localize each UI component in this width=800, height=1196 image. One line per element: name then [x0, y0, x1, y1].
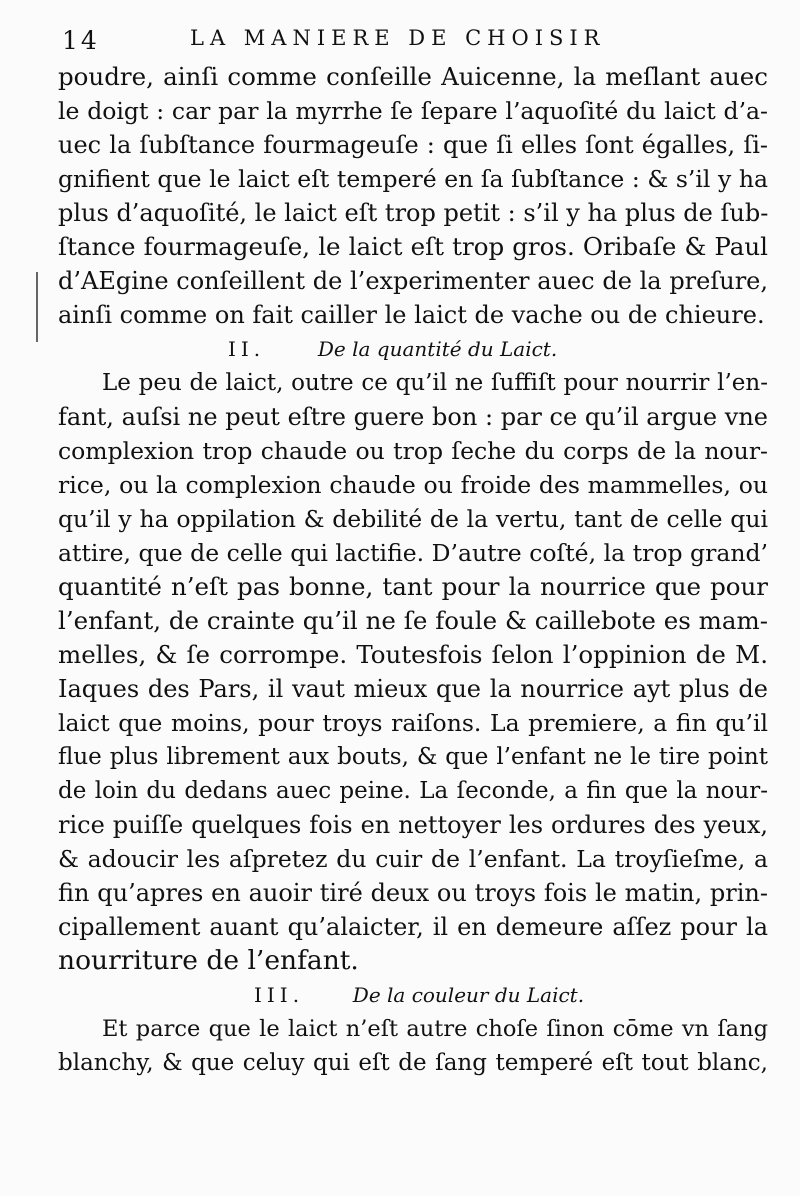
text-line: laict que moins, pour troys raiſons. La premiere, a fin qu’il — [58, 709, 768, 737]
margin-mark — [36, 272, 38, 342]
body-text — [58, 60, 768, 1080]
section-number: II. — [228, 337, 266, 361]
text-line: nourriture de l’enfant. — [58, 945, 359, 976]
text-line: Iaques des Pars, il vaut mieux que la nourrice ayt plus de — [58, 675, 768, 703]
text-line: gnifient que le laict eſt temperé en ſa ſubſtance : & s’il y ha — [58, 165, 768, 193]
text-line: rice, ou la complexion chaude ou froide des mammelles, ou — [58, 471, 768, 499]
section-title: De la quantité du Laict. — [317, 337, 558, 361]
text-line: d’AEgine conſeillent de l’experimenter auec de la preſure, — [58, 267, 768, 295]
section-number: III. — [254, 983, 305, 1007]
text-line: ainſi comme on fait cailler le laict de vache ou de chieure. — [58, 301, 765, 329]
text-line: fant, auſsi ne peut eſtre guere bon : par ce qu’il argue vne — [58, 403, 768, 431]
text-line: & adoucir les aſpretez du cuir de l’enfant. La troyſieſme, a — [58, 845, 768, 873]
text-line: Le peu de laict, outre ce qu’il ne ſuffiſt pour nourrir l’en- — [102, 370, 768, 396]
text-line: blanchy, & que celuy qui eſt de ſang temperé eſt tout blanc, — [58, 1050, 768, 1076]
text-line: uec la ſubſtance fourmageuſe : que ſi elles ſont égalles, ſi- — [58, 131, 768, 159]
text-line: l’enfant, de crainte qu’il ne ſe foule & caillebote es mam- — [58, 606, 768, 635]
running-title: LA MANIERE DE CHOISIR — [190, 26, 606, 50]
text-line: quantité n’eſt pas bonne, tant pour la nourrice que pour — [58, 572, 768, 601]
section-heading — [58, 332, 768, 366]
text-line: flue plus librement aux bouts, & que l’enfant ne le tire point — [58, 744, 768, 770]
section-heading — [58, 978, 768, 1012]
page-number: 14 — [62, 26, 100, 55]
page-header — [62, 26, 762, 62]
text-line: melles, & ſe corrompe. Toutesfois ſelon l’oppinion de M. — [58, 640, 768, 669]
section-title: De la couleur du Laict. — [352, 983, 585, 1007]
text-line: rice puiſſe quelques fois en nettoyer les ordures des yeux, — [58, 811, 768, 839]
text-line: attire, que de celle qui lactifie. D’autre coſté, la trop grand’ — [58, 539, 768, 567]
text-line: fin qu’apres en auoir tiré deux ou troys fois le matin, prin- — [58, 879, 768, 907]
text-line: cipallement auant qu’alaicter, il en demeure aſſez pour la — [58, 913, 768, 941]
text-line: qu’il y ha oppilation & debilité de la vertu, tant de celle qui — [58, 505, 768, 533]
text-line: ſtance fourmageuſe, le laict eſt trop gros. Oribaſe & Paul — [58, 232, 768, 261]
text-line: Et parce que le laict n’eſt autre choſe ſinon cōme vn ſang — [102, 1016, 768, 1042]
text-line: poudre, ainſi comme conſeille Auicenne, la meſlant auec — [58, 62, 768, 91]
text-line: le doigt : car par la myrrhe ſe ſepare l’aquoſité du laict d’a- — [58, 97, 768, 125]
text-line: complexion trop chaude ou trop ſeche du corps de la nour- — [58, 437, 768, 465]
text-line: plus d’aquoſité, le laict eſt trop petit : s’il y ha plus de ſub- — [58, 199, 769, 227]
text-line: de loin du dedans auec peine. La ſeconde, a fin que la nour- — [58, 778, 768, 804]
